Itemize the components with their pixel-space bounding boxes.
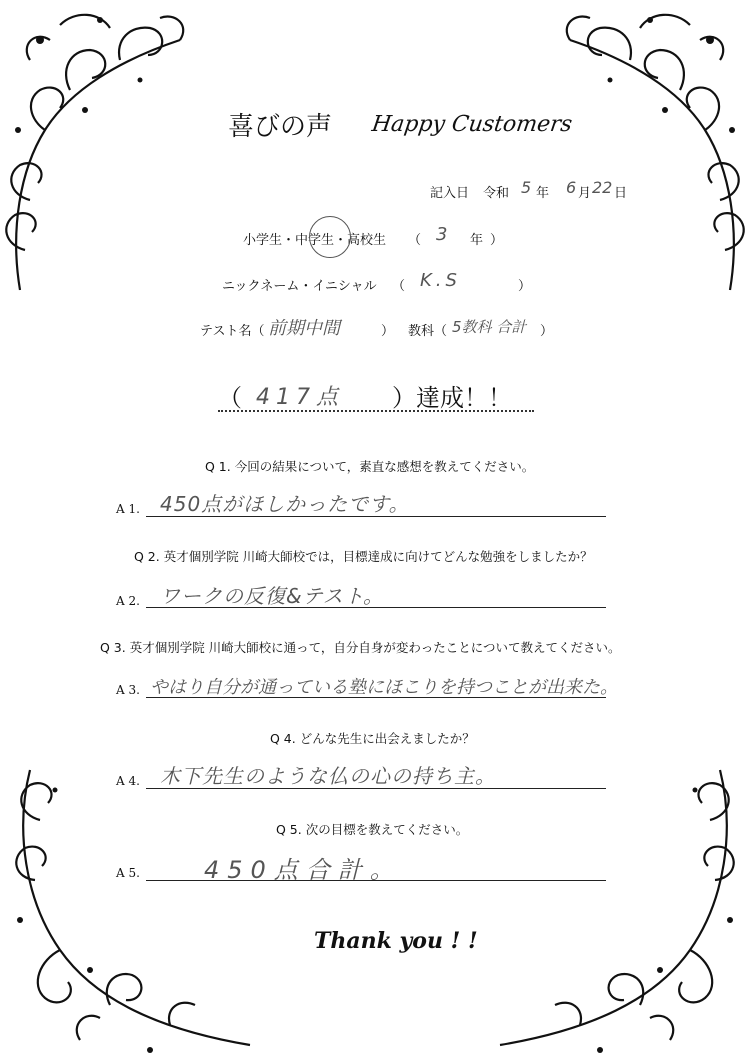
date-era: 令和 (483, 186, 510, 201)
answer-3-label: A 3. (116, 683, 140, 697)
test-name-label: テスト名（ (200, 324, 265, 339)
date-month: 6 (566, 178, 577, 197)
grade-options: 小学生・中学生・高校生 (243, 233, 387, 248)
test-name-close: ） (381, 324, 395, 339)
answer-5-text: 450点合計。 (204, 856, 402, 884)
subject-value: 5教科 合計 (452, 318, 527, 336)
grade-value: 3 (436, 224, 448, 245)
answer-3-text: やはり自分が通っている塾にほこりを持つことが出来た。 (150, 677, 618, 698)
nickname-open: （ (392, 279, 406, 294)
answer-1-label: A 1. (116, 502, 140, 516)
question-1: Q 1. 今回の結果について，素直な感想を教えてください。 (205, 459, 535, 474)
question-3: Q 3. 英才個別学院 川崎大師校に通って，自分自身が変わったことについて教えてください。 (100, 640, 621, 655)
subject-label: 教科（ (408, 324, 448, 339)
achievement-underline (218, 410, 534, 412)
page-title-en: Happy Customers (370, 112, 574, 137)
nickname-value: K.S (420, 270, 461, 291)
flourish-top-left-icon (0, 0, 200, 300)
achievement-open: （ (218, 384, 242, 412)
achievement-close: ）達成！！ (392, 384, 512, 412)
page-title: 喜びの声 (228, 112, 333, 142)
grade-open: （ (408, 233, 422, 248)
thank-you-text: Thank you ! ! (314, 928, 478, 954)
date-month-unit: 月 (578, 186, 592, 201)
answer-5-label: A 5. (116, 866, 140, 880)
flourish-top-right-icon (550, 0, 750, 300)
answer-2-label: A 2. (116, 594, 140, 608)
test-name-value: 前期中間 (268, 318, 340, 339)
question-2: Q 2. 英才個別学院 川崎大師校では，目標達成に向けてどんな勉強をしましたか？ (134, 549, 593, 564)
subject-close: ） (540, 324, 554, 339)
date-year: 5 (521, 178, 532, 197)
flourish-bottom-left-icon (0, 760, 260, 1060)
date-day: 22 (592, 178, 613, 197)
answer-4-text: 木下先生のような仏の心の持ち主。 (160, 764, 496, 788)
nickname-label: ニックネーム・イニシャル (222, 279, 377, 294)
nickname-close: ） (518, 279, 532, 294)
answer-4-label: A 4. (116, 774, 140, 788)
achievement-score: 417点 (256, 385, 344, 410)
question-4: Q 4. どんな先生に出会えましたか？ (270, 731, 475, 746)
answer-1-text: 450点がほしかったです。 (160, 492, 410, 516)
date-day-unit: 日 (614, 186, 628, 201)
date-year-unit: 年 (536, 186, 550, 201)
grade-close: ） (490, 233, 504, 248)
flourish-bottom-right-icon (490, 760, 750, 1060)
grade-selected-circle (309, 216, 351, 258)
date-label: 記入日 (430, 186, 470, 201)
grade-unit: 年 (470, 233, 484, 248)
question-5: Q 5. 次の目標を教えてください。 (276, 822, 469, 837)
answer-2-text: ワークの反復&テスト。 (160, 584, 384, 608)
